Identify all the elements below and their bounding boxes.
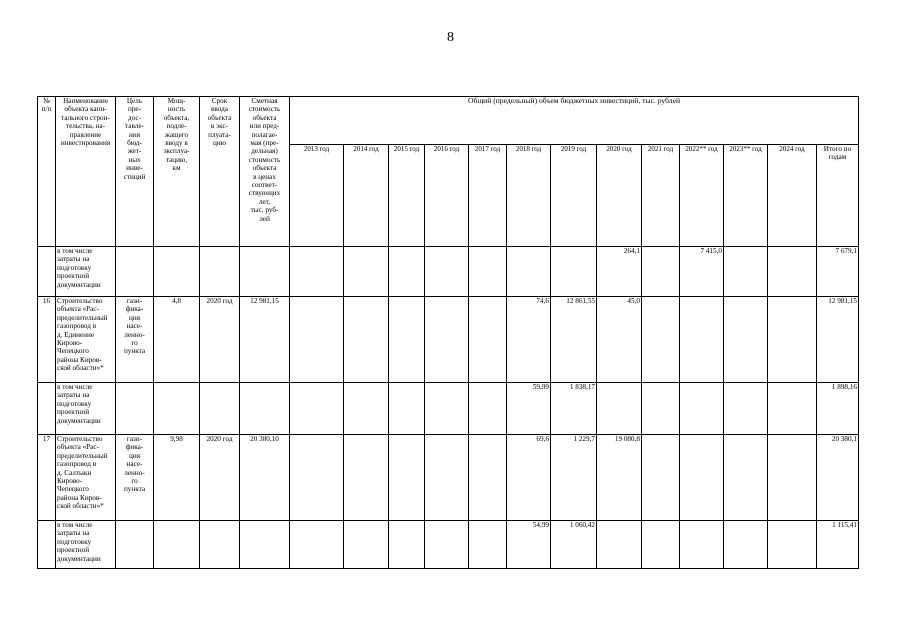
cell-purpose: гази- фика- ция насе- ленно- го пункта [116, 297, 154, 383]
cell-year-value [425, 247, 469, 297]
header-capacity: Мощ- ность объекта, подле- жащего вводу в эксплуа- тацию, км [154, 97, 200, 247]
cell-purpose [116, 521, 154, 569]
cell-total: 20 380,1 [817, 435, 859, 521]
header-object-name: Наименование объекта капи- тального строи- тельства, на- правление инвестирования [56, 97, 116, 247]
cell-year-value [724, 383, 768, 435]
cell-year-value [597, 383, 642, 435]
cell-year-value [680, 521, 724, 569]
header-year: 2023** год [724, 145, 768, 247]
cell-estimated-cost [240, 247, 290, 297]
cell-capacity [154, 247, 200, 297]
cell-year-value [469, 247, 507, 297]
cell-object-name: Строительство объекта «Рас- пределительный газопровод в д. Салтыки Кирово- Чепецкого района Киров- ской области»* [56, 435, 116, 521]
cell-year-value [425, 383, 469, 435]
header-num: № п/п [38, 97, 56, 247]
cell-year-value [724, 435, 768, 521]
cell-year-value [389, 383, 425, 435]
cell-year-value: 12 861,55 [551, 297, 597, 383]
cell-year-value [724, 297, 768, 383]
header-year: 2014 год [344, 145, 389, 247]
cell-year-value [290, 247, 344, 297]
cell-estimated-cost: 12 981,15 [240, 297, 290, 383]
cell-num [38, 383, 56, 435]
cell-year-value [290, 297, 344, 383]
cell-object-name: в том числе затраты на подготовку проектной документации [56, 247, 116, 297]
cell-year-value [469, 297, 507, 383]
cell-year-value: 7 415,0 [680, 247, 724, 297]
cell-year-value [642, 247, 680, 297]
cell-year-value [507, 247, 551, 297]
cell-year-value [642, 521, 680, 569]
cell-total: 1 898,16 [817, 383, 859, 435]
cell-num: 17 [38, 435, 56, 521]
cell-year-value [469, 521, 507, 569]
cell-estimated-cost: 20 380,10 [240, 435, 290, 521]
investment-table [37, 96, 859, 569]
cell-year-value: 19 080,8 [597, 435, 642, 521]
header-total-by-years: Итого по годам [817, 145, 859, 247]
cell-year-value [768, 247, 817, 297]
cell-total: 1 115,41 [817, 521, 859, 569]
cell-year-value [642, 383, 680, 435]
cell-object-name: Строительство объекта «Рас- пределительный газопровод в д. Единение Кирово- Чепецкого района Киров- ской области»* [56, 297, 116, 383]
cell-total: 12 981,15 [817, 297, 859, 383]
header-year: 2024 год [768, 145, 817, 247]
table-row [38, 383, 859, 435]
cell-capacity: 9,98 [154, 435, 200, 521]
cell-year-value [389, 435, 425, 521]
cell-year-value [344, 435, 389, 521]
cell-year-value [344, 247, 389, 297]
cell-year-value [344, 521, 389, 569]
cell-year-value [389, 247, 425, 297]
cell-estimated-cost [240, 383, 290, 435]
cell-year-value [344, 297, 389, 383]
table-row [38, 521, 859, 569]
cell-year-value: 69,6 [507, 435, 551, 521]
cell-commissioning [200, 521, 240, 569]
cell-year-value [642, 435, 680, 521]
cell-commissioning: 2020 год [200, 435, 240, 521]
cell-estimated-cost [240, 521, 290, 569]
cell-capacity [154, 383, 200, 435]
table-row [38, 297, 859, 383]
cell-year-value [469, 383, 507, 435]
cell-object-name: в том числе затраты на подготовку проектной документации [56, 383, 116, 435]
header-year: 2019 год [551, 145, 597, 247]
cell-purpose: гази- фика- ция насе- ленно- го пункта [116, 435, 154, 521]
header-year: 2021 год [642, 145, 680, 247]
cell-year-value [469, 435, 507, 521]
cell-year-value [290, 521, 344, 569]
cell-commissioning: 2020 год [200, 297, 240, 383]
cell-purpose [116, 247, 154, 297]
cell-year-value [768, 297, 817, 383]
cell-num: 16 [38, 297, 56, 383]
header-estimated-cost: Сметная стоимость объекта или пред- полагае- мая (пре- дельная) стоимость объекта в ценах соответ- ствующих лет, тыс. руб- лей [240, 97, 290, 247]
header-year: 2013 год [290, 145, 344, 247]
header-year: 2015 год [389, 145, 425, 247]
cell-num [38, 521, 56, 569]
header-commissioning: Срок ввода объекта в экс- плуата- цию [200, 97, 240, 247]
cell-year-value [680, 435, 724, 521]
cell-year-value: 1 229,7 [551, 435, 597, 521]
cell-year-value [642, 297, 680, 383]
cell-year-value [425, 435, 469, 521]
header-purpose: Цель пре- дос- тавле- ния бюд- жет- ных инве- стиций [116, 97, 154, 247]
cell-capacity: 4,8 [154, 297, 200, 383]
cell-capacity [154, 521, 200, 569]
cell-year-value [389, 297, 425, 383]
cell-num [38, 247, 56, 297]
table-row [38, 435, 859, 521]
header-year: 2018 год [507, 145, 551, 247]
header-year: 2020 год [597, 145, 642, 247]
cell-year-value: 45,0 [597, 297, 642, 383]
header-year: 2016 год [425, 145, 469, 247]
cell-year-value [680, 383, 724, 435]
cell-year-value [425, 521, 469, 569]
header-year: 2022** год [680, 145, 724, 247]
cell-commissioning [200, 247, 240, 297]
cell-year-value [724, 521, 768, 569]
cell-year-value [551, 247, 597, 297]
cell-year-value: 1 838,17 [551, 383, 597, 435]
page-number: 8 [447, 30, 454, 45]
cell-year-value: 264,1 [597, 247, 642, 297]
cell-year-value: 59,99 [507, 383, 551, 435]
cell-purpose [116, 383, 154, 435]
cell-object-name: в том числе затраты на подготовку проектной документации [56, 521, 116, 569]
cell-year-value [724, 247, 768, 297]
table-row [38, 247, 859, 297]
cell-year-value: 54,99 [507, 521, 551, 569]
header-total-investment: Общий (предельный) объем бюджетных инвестиций, тыс. рублей [290, 97, 859, 145]
cell-commissioning [200, 383, 240, 435]
cell-year-value [597, 521, 642, 569]
cell-year-value [290, 435, 344, 521]
cell-year-value: 1 060,42 [551, 521, 597, 569]
cell-year-value [344, 383, 389, 435]
cell-year-value [768, 521, 817, 569]
cell-year-value [389, 521, 425, 569]
cell-year-value [768, 383, 817, 435]
cell-year-value [425, 297, 469, 383]
cell-year-value [680, 297, 724, 383]
cell-year-value [290, 383, 344, 435]
cell-total: 7 679,1 [817, 247, 859, 297]
header-year: 2017 год [469, 145, 507, 247]
cell-year-value: 74,6 [507, 297, 551, 383]
cell-year-value [768, 435, 817, 521]
